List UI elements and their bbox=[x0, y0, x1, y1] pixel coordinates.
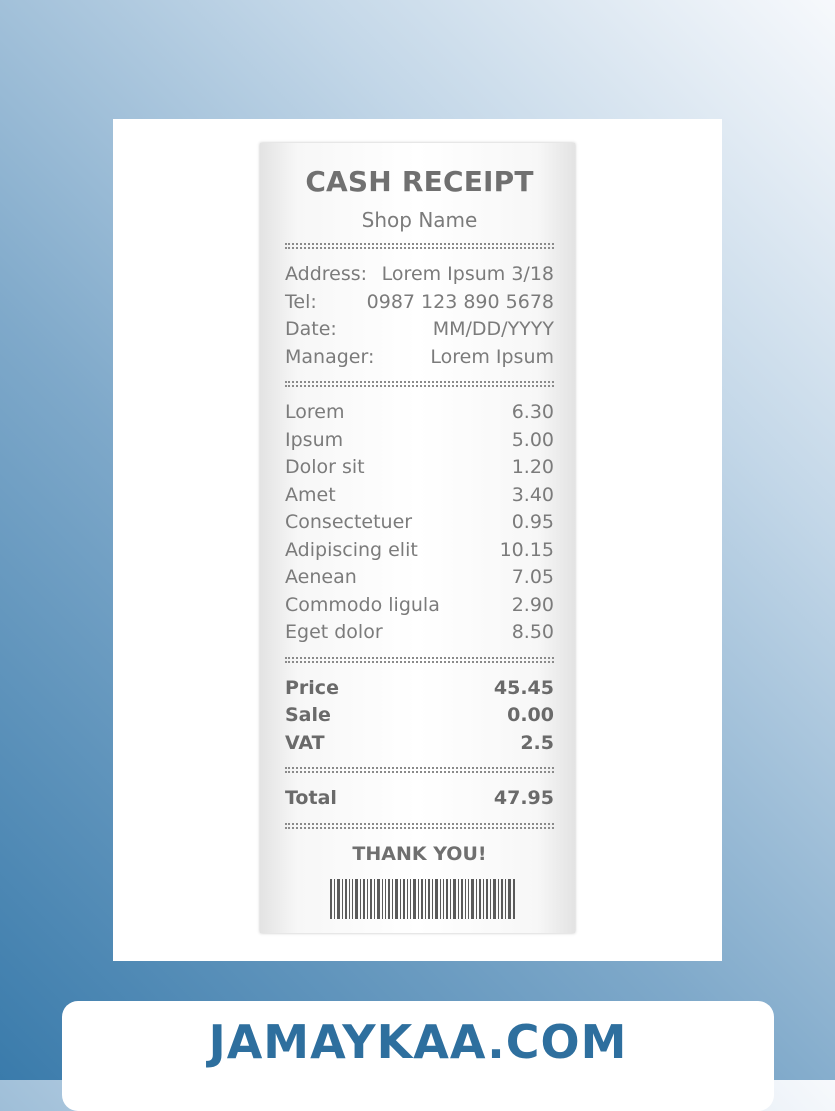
summary-row-price bbox=[285, 675, 554, 703]
item-price: 7.05 bbox=[511, 566, 554, 588]
item-price: 2.90 bbox=[511, 593, 554, 616]
total-section bbox=[285, 785, 554, 813]
item-price: 1.20 bbox=[511, 456, 554, 478]
summary-row-vat bbox=[285, 730, 554, 758]
dotted-separator bbox=[285, 381, 554, 387]
line-item bbox=[285, 399, 554, 427]
item-name: Consectetuer bbox=[285, 511, 413, 533]
items-section bbox=[285, 399, 554, 647]
info-value: Lorem Ipsum 3/18 bbox=[381, 263, 554, 285]
barcode-icon bbox=[330, 879, 515, 919]
item-price: 8.50 bbox=[511, 621, 554, 643]
total-label: Total bbox=[285, 787, 337, 809]
line-item bbox=[285, 509, 554, 537]
item-name: Lorem bbox=[285, 401, 345, 423]
line-item bbox=[285, 454, 554, 482]
item-name: Dolor sit bbox=[285, 456, 365, 478]
total-value: 47.95 bbox=[493, 787, 554, 809]
line-item bbox=[285, 564, 554, 592]
info-row-address bbox=[285, 261, 554, 289]
item-name: Aenean bbox=[285, 566, 357, 588]
line-item bbox=[285, 537, 554, 565]
item-price: 5.00 bbox=[511, 428, 554, 451]
total-row bbox=[285, 785, 554, 813]
summary-label: Sale bbox=[285, 704, 331, 726]
item-price: 6.30 bbox=[511, 401, 554, 423]
info-label: Date: bbox=[285, 318, 337, 340]
info-label: Manager: bbox=[285, 345, 375, 368]
thank-you-text: THANK YOU! bbox=[352, 842, 487, 865]
brand-name: JAMAYKAA.COM bbox=[208, 1015, 628, 1069]
dotted-separator bbox=[285, 767, 554, 773]
item-name: Amet bbox=[285, 483, 336, 506]
info-label: Address: bbox=[285, 263, 368, 285]
summary-value: 45.45 bbox=[493, 676, 554, 699]
shop-name: Shop Name bbox=[361, 208, 478, 232]
line-item bbox=[285, 482, 554, 510]
info-row-tel bbox=[285, 289, 554, 317]
receipt-title: CASH RECEIPT bbox=[305, 165, 534, 198]
item-price: 3.40 bbox=[511, 483, 554, 506]
summary-value: 2.5 bbox=[520, 731, 554, 754]
dotted-separator bbox=[285, 657, 554, 663]
info-row-date bbox=[285, 316, 554, 344]
info-row-manager bbox=[285, 344, 554, 372]
summary-label: Price bbox=[285, 676, 339, 699]
dotted-separator bbox=[285, 823, 554, 829]
item-price: 10.15 bbox=[499, 538, 554, 561]
line-item bbox=[285, 619, 554, 647]
info-label: Tel: bbox=[285, 290, 317, 313]
footer-banner bbox=[62, 1001, 774, 1111]
info-section bbox=[285, 261, 554, 371]
item-name: Ipsum bbox=[285, 428, 344, 451]
info-value: 0987 123 890 5678 bbox=[366, 290, 554, 313]
summary-label: VAT bbox=[285, 731, 325, 754]
item-price: 0.95 bbox=[511, 511, 554, 533]
dotted-separator bbox=[285, 243, 554, 249]
info-value: MM/DD/YYYY bbox=[432, 318, 554, 340]
item-name: Commodo ligula bbox=[285, 593, 440, 616]
cash-receipt bbox=[260, 143, 575, 933]
item-name: Eget dolor bbox=[285, 621, 383, 643]
item-name: Adipiscing elit bbox=[285, 538, 418, 561]
info-value: Lorem Ipsum bbox=[430, 345, 554, 368]
line-item bbox=[285, 592, 554, 620]
image-frame bbox=[113, 119, 722, 961]
summary-section bbox=[285, 675, 554, 758]
summary-value: 0.00 bbox=[507, 704, 554, 726]
summary-row-sale bbox=[285, 702, 554, 730]
line-item bbox=[285, 427, 554, 455]
